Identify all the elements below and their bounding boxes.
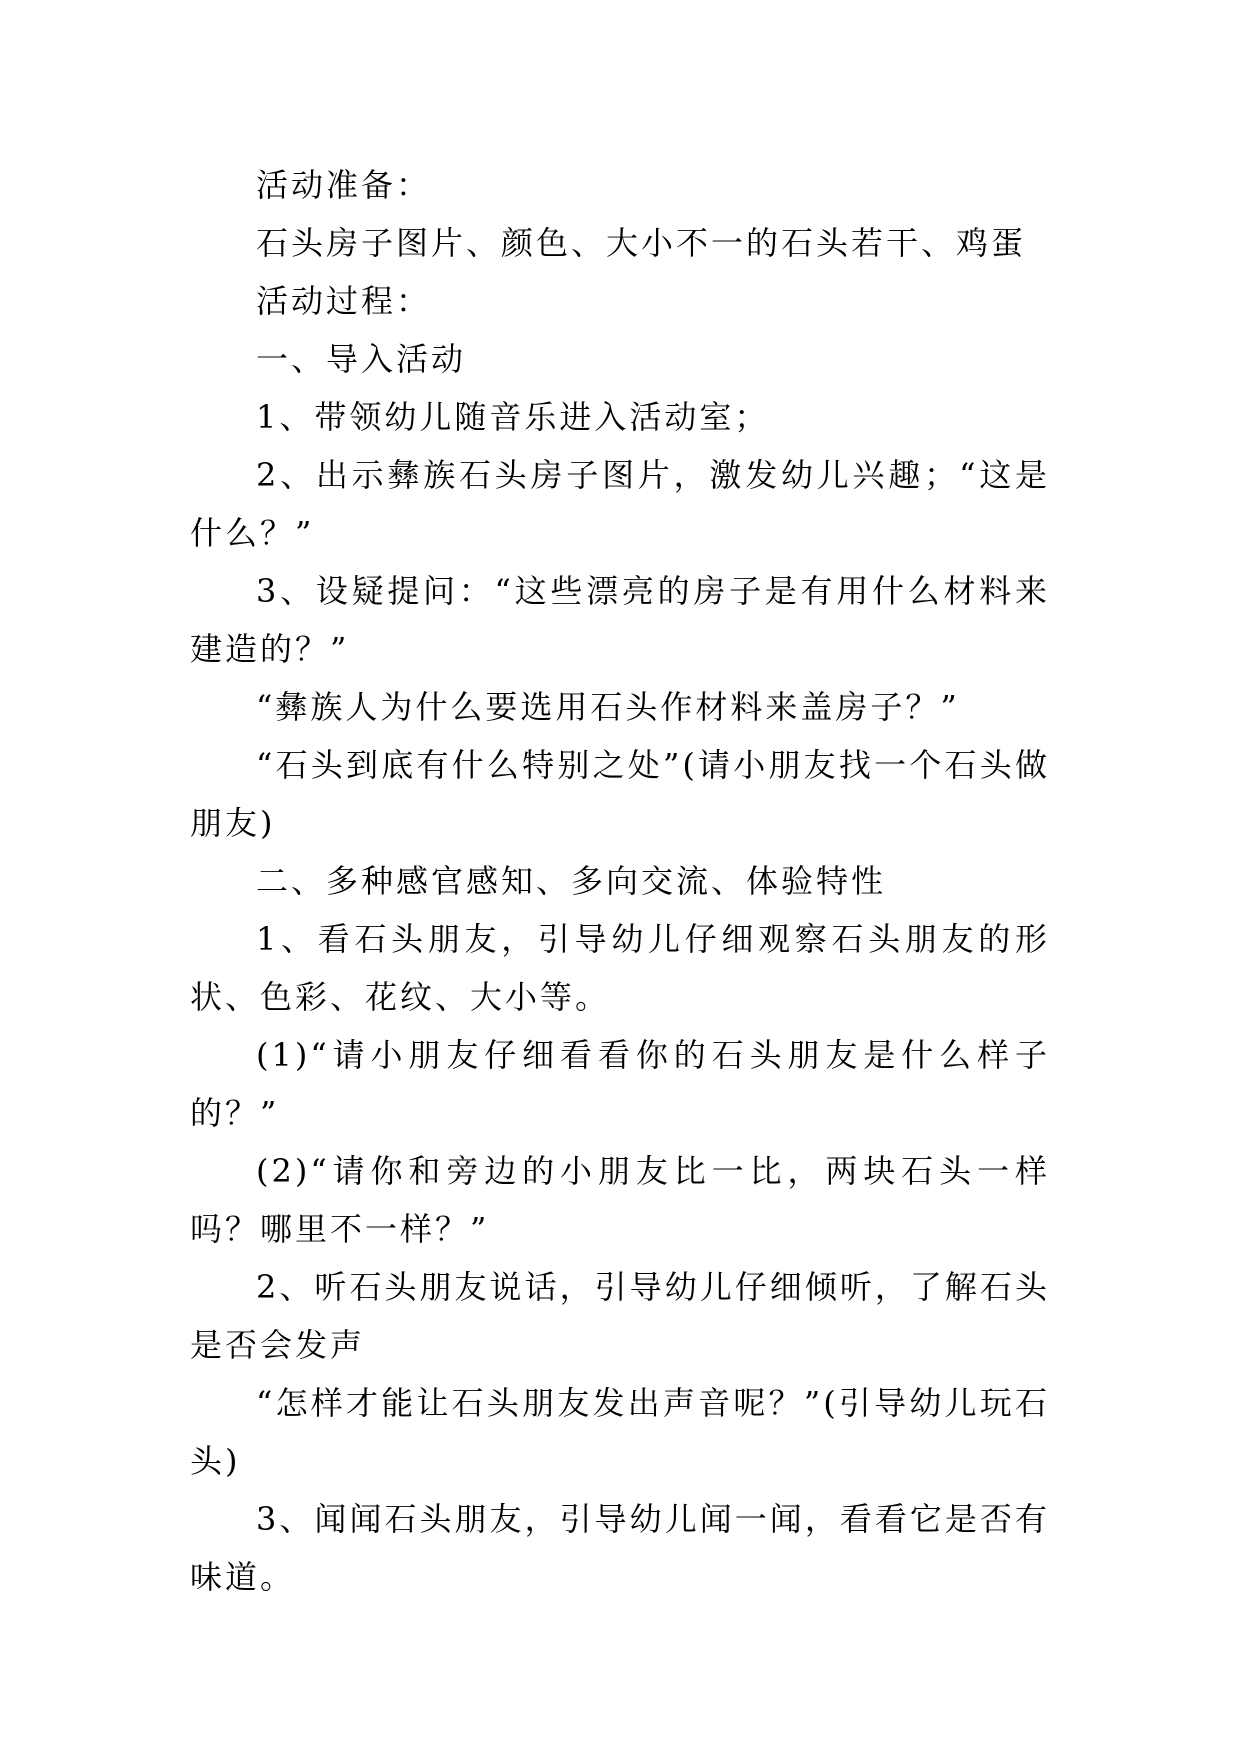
paragraph-sub-question-2: (2)“请你和旁边的小朋友比一比，两块石头一样吗？哪里不一样？”	[190, 1152, 1050, 1248]
paragraph-question-special: “石头到底有什么特别之处”(请小朋友找一个石头做朋友)	[190, 746, 1050, 842]
paragraph-listen-to-stone: 2、听石头朋友说话，引导幼儿仔细倾听，了解石头是否会发声	[190, 1268, 1050, 1364]
paragraph-sub-question-1: (1)“请小朋友仔细看看你的石头朋友是什么样子的？”	[190, 1036, 1050, 1132]
paragraph-materials: 石头房子图片、颜色、大小不一的石头若干、鸡蛋	[256, 224, 1027, 262]
paragraph-section-two-heading: 二、多种感官感知、多向交流、体验特性	[256, 862, 887, 900]
paragraph-step-2: 2、出示彝族石头房子图片，激发幼儿兴趣；“这是什么？”	[190, 456, 1050, 552]
paragraph-smell-stone: 3、闻闻石头朋友，引导幼儿闻一闻，看看它是否有味道。	[190, 1500, 1050, 1596]
paragraph-look-at-stone: 1、看石头朋友，引导幼儿仔细观察石头朋友的形状、色彩、花纹、大小等。	[190, 920, 1050, 1016]
paragraph-activity-preparation-heading: 活动准备：	[256, 166, 432, 204]
paragraph-step-3: 3、设疑提问：“这些漂亮的房子是有用什么材料来建造的？”	[190, 572, 1050, 668]
paragraph-question-yi-people: “彝族人为什么要选用石头作材料来盖房子？”	[256, 688, 960, 726]
paragraph-step-1: 1、带领幼儿随音乐进入活动室；	[256, 398, 770, 436]
paragraph-sound-question: “怎样才能让石头朋友发出声音呢？”(引导幼儿玩石头)	[190, 1384, 1050, 1480]
paragraph-section-one-heading: 一、导入活动	[256, 340, 467, 378]
paragraph-activity-process-heading: 活动过程：	[256, 282, 432, 320]
document-body	[190, 156, 1050, 1606]
